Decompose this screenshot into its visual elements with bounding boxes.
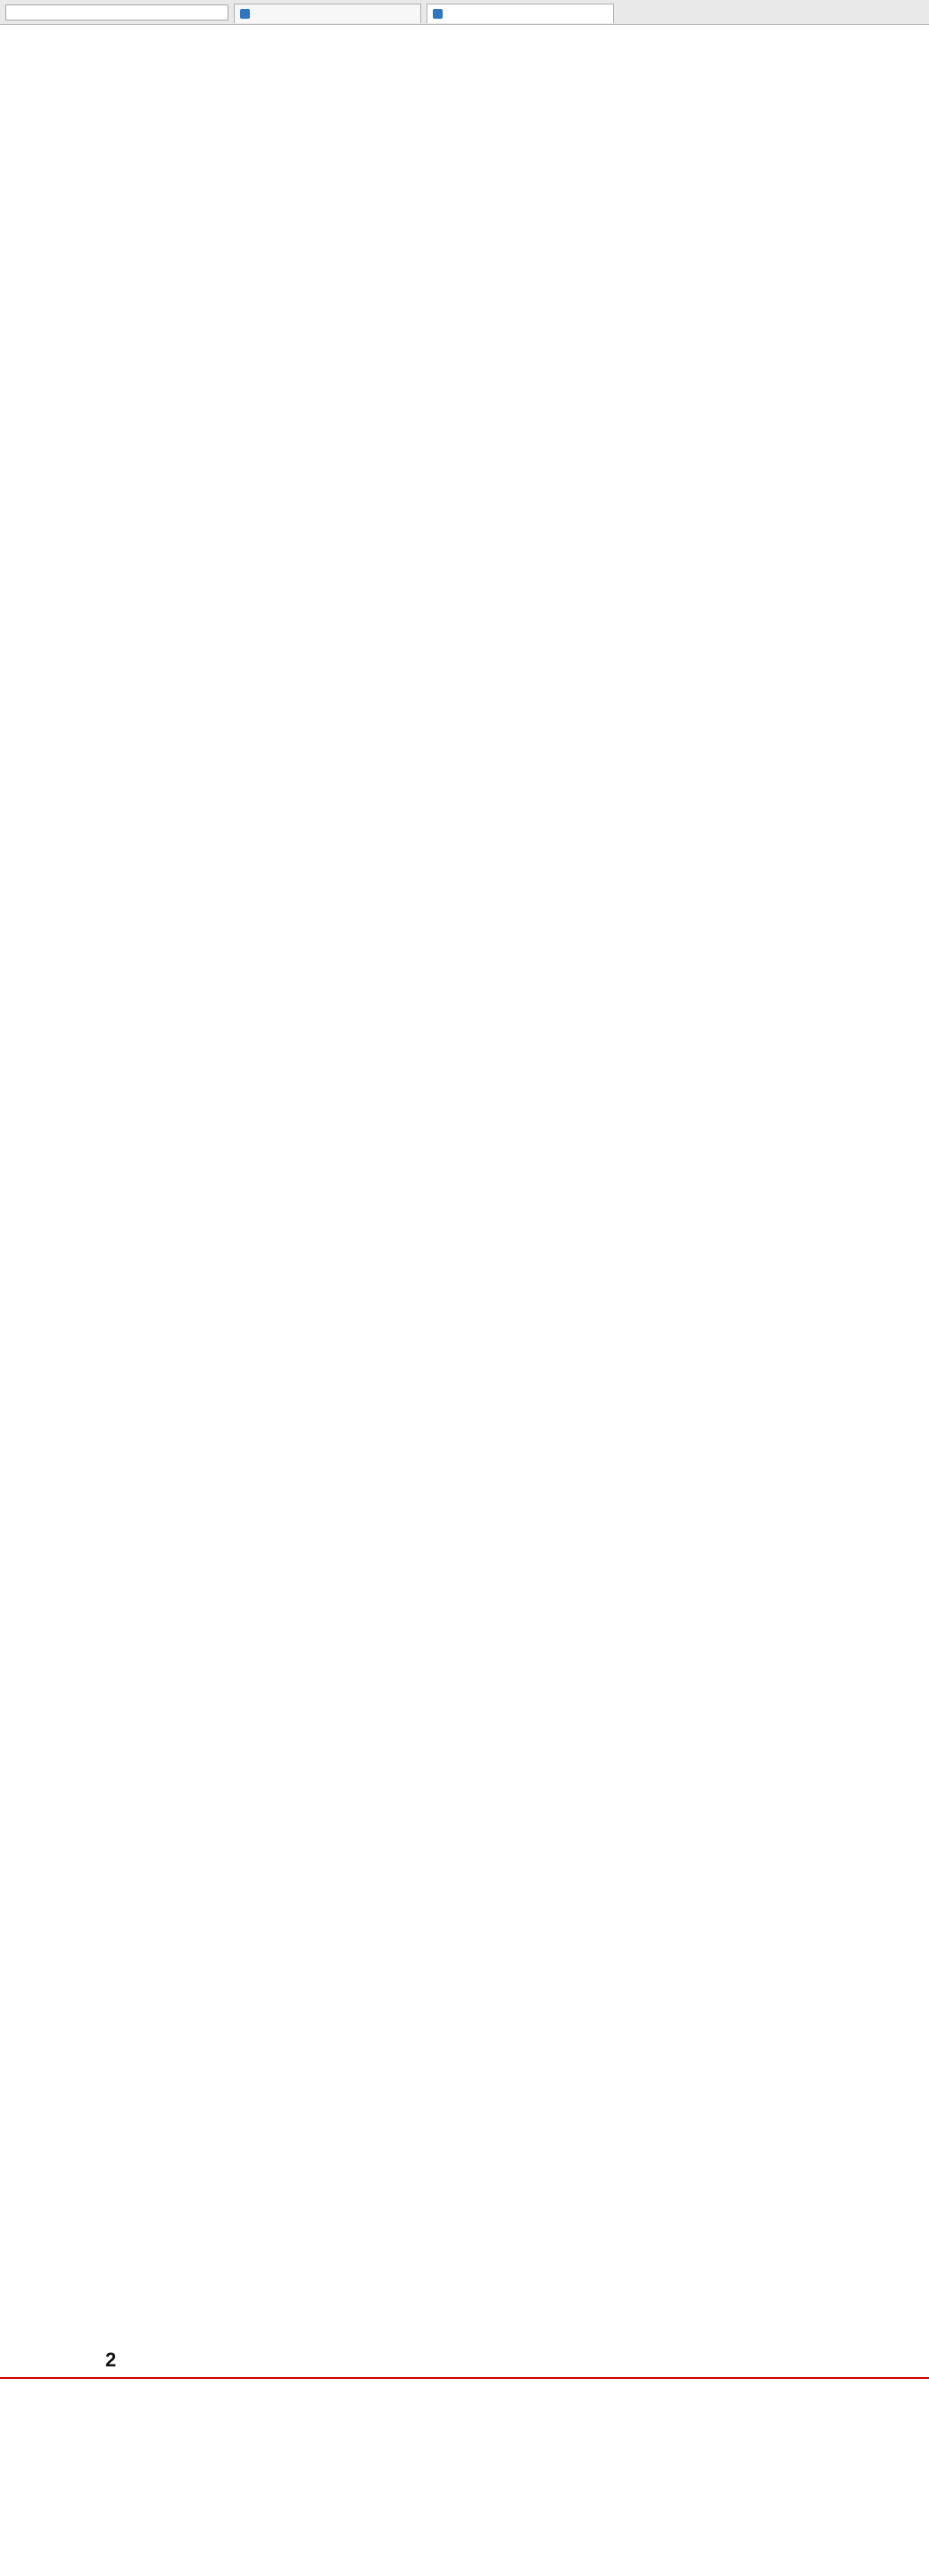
browser-tab-1[interactable]	[234, 4, 421, 23]
globe-icon	[433, 9, 443, 19]
footer-banner	[0, 2377, 929, 2576]
browser-tab-2[interactable]	[427, 4, 614, 23]
browser-toolbar	[0, 0, 929, 25]
page-number: 2	[105, 2349, 117, 2371]
address-bar[interactable]	[5, 4, 228, 21]
document-body	[134, 36, 883, 2328]
globe-icon	[240, 9, 250, 19]
